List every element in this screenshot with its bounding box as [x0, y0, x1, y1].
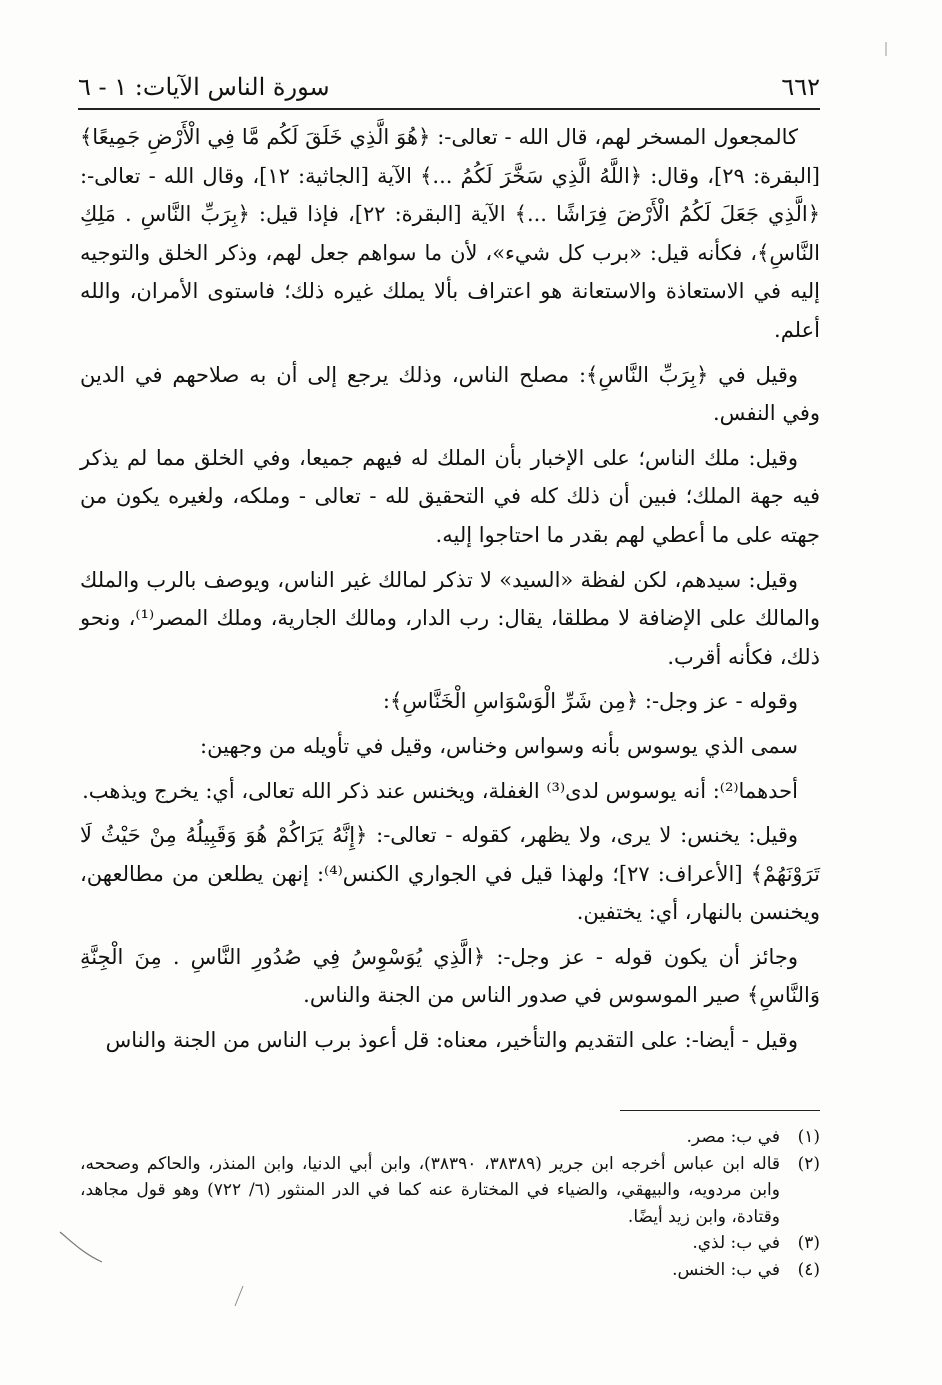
paragraph: سمى الذي يوسوس بأنه وسواس وخناس، وقيل في تأويله من وجهين:	[200, 733, 798, 758]
header-rule	[78, 108, 820, 110]
paragraph: وقيل: ملك الناس؛ على الإخبار بأن الملك له فيهم جميعا، وفي الخلق مما لم يذكر فيه جهة الملك؛ فبين أن ذلك كله في التحقيق لله - تعالى - وملكه، ولغيره يكون من جهته على ما أعطي لهم بقدر ما احتاجوا إليه.	[80, 445, 820, 547]
paragraph: أحدهما⁽²⁾: أنه يوسوس لدى⁽³⁾ الغفلة، ويخنس عند ذكر الله تعالى، أي: يخرج ويذهب.	[82, 778, 798, 803]
paragraph: وقيل - أيضا-: على التقديم والتأخير، معناه: قل أعوذ برب الناس من الجنة والناس	[105, 1028, 798, 1053]
footnote-text: في ب: مصر.	[686, 1127, 780, 1147]
page-number: ٦٦٢	[781, 73, 820, 101]
footnote-number: (١)	[797, 1127, 820, 1147]
paragraph: وقيل: سيدهم، لكن لفظة «السيد» لا تذكر لمالك غير الناس، ويوصف بالرب والملك والمالك على الإضافة لا مطلقا، يقال: رب الدار، ومالك الجارية، وملك المصر⁽¹⁾، ونحو ذلك، فكأنه أقرب.	[80, 567, 820, 669]
edge-mark	[884, 42, 888, 56]
footnote-number: (٤)	[797, 1259, 820, 1280]
scan-mark	[58, 1228, 104, 1264]
scan-tick	[232, 1284, 246, 1308]
paragraph: وقوله - عز وجل-: ﴿مِن شَرِّ الْوَسْوَاسِ الْخَنَّاسِ﴾:	[382, 689, 798, 714]
footnote-number: (٣)	[797, 1233, 820, 1253]
footnotes	[80, 1124, 820, 1283]
footnote	[80, 1151, 820, 1231]
main-text	[80, 118, 820, 1060]
footnote-text: في ب: الخنس.	[672, 1259, 780, 1280]
footnote-separator	[620, 1110, 820, 1111]
footnote-number: (٢)	[797, 1153, 820, 1174]
running-title: سورة الناس الآيات: ١ - ٦	[78, 73, 330, 101]
footnote	[80, 1257, 820, 1284]
paragraph: وقيل: يخنس: لا يرى، ولا يظهر، كقوله - تعالى-: ﴿إِنَّهُ يَرَاكُمْ هُوَ وَقَبِيلُهُ مِنْ حَيْثُ لَا تَرَوْنَهُمْ﴾ [الأعراف: ٢٧]؛ ولهذا قيل في الجواري الكنس⁽⁴⁾: إنهن يطلعن من مطالعهن، ويخنسن بالنهار، أي: يختفين.	[80, 823, 821, 925]
footnote	[80, 1230, 820, 1257]
paragraph: وقيل في ﴿بِرَبِّ النَّاسِ﴾: مصلح الناس، وذلك يرجع إلى أن به صلاحهم في الدين وفي النفس.	[80, 362, 820, 426]
paragraph: كالمجعول المسخر لهم، قال الله - تعالى-: ﴿هُوَ الَّذِي خَلَقَ لَكُم مَّا فِي الْأَرْضِ جَمِيعًا﴾ [البقرة: ٢٩]، وقال: ﴿اللَّهُ الَّذِي سَخَّرَ لَكُمُ ...﴾ الآية [الجاثية: ١٢]، وقال الله - تعالى-: ﴿الَّذِي جَعَلَ لَكُمُ الْأَرْضَ فِرَاشًا ...﴾ الآية [البقرة: ٢٢]، فإذا قيل: ﴿بِرَبِّ النَّاسِ . مَلِكِ النَّاسِ﴾، فكأنه قيل: «برب كل شيء»، لأن ما سواهم جعل لهم، وذكر الخلق والتوجيه إليه في الاستعاذة والاستعانة هو اعتراف بألا يملك غيره ذلك؛ فاستوى الأمران، والله أعلم.	[80, 125, 821, 342]
page-header	[78, 70, 820, 104]
footnote-text: قاله ابن عباس أخرجه ابن جرير (٣٨٣٨٩، ٣٨٣٩٠)، وابن أبي الدنيا، وابن المنذر، والحاكم وصححه، وابن مردويه، والبيهقي، والضياء في المختارة عنه كما في الدر المنثور (٦/ ٧٢٢) وهو قول مجاهد، وقتادة، وابن زيد أيضًا.	[80, 1153, 781, 1227]
paragraph: وجائز أن يكون قوله - عز وجل-: ﴿الَّذِي يُوَسْوِسُ فِي صُدُورِ النَّاسِ . مِنَ الْجِنَّةِ وَالنَّاسِ﴾ صير الموسوس في صدور الناس من الجنة والناس.	[80, 944, 820, 1008]
footnote	[80, 1124, 820, 1151]
footnote-text: في ب: لذي.	[692, 1233, 780, 1253]
